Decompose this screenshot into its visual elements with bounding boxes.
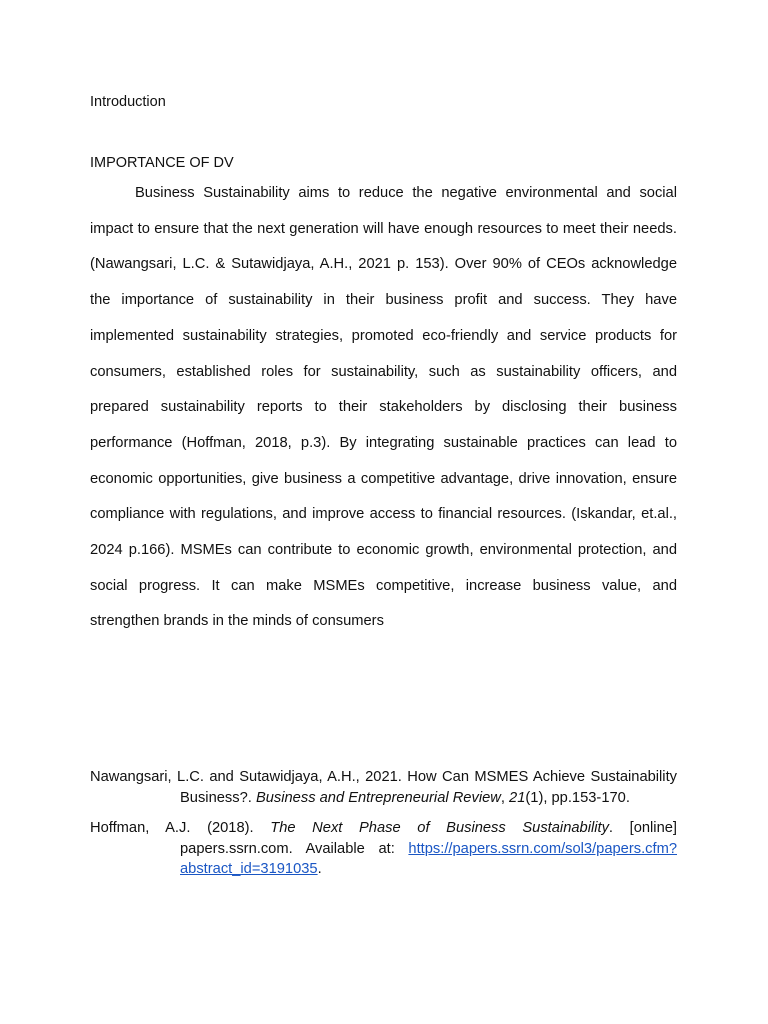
- reference-volume: 21: [509, 789, 526, 806]
- reference-end: .: [317, 861, 322, 877]
- document-page: [90, 0, 677, 1024]
- reference-pages: (1), pp.153-170.: [525, 789, 630, 806]
- reference-list: [90, 767, 677, 890]
- reference-separator: ,: [500, 789, 510, 806]
- body-paragraph: Business Sustainability aims to reduce the negative environmental and social impact to ensure that the next generation will have enough resources to meet their needs. (Nawangsari, L.C. & Sutawidjaya, A.H., 2021 p. 153). Over 90% of CEOs acknowledge the importance of sustainability in their business profit and success. They have implemented sustainability strategies, promoted eco-friendly and service products for consumers, established roles for sustainability, such as sustainability officers, and prepared sustainability reports to their stakeholders by disclosing their business performance (Hoffman, 2018, p.3). By integrating sustainable practices can lead to economic opportunities, give business a competitive advantage, drive innovation, ensure compliance with regulations, and improve access to financial resources. (Iskandar, et.al., 2024 p.166). MSMEs can contribute to economic growth, environmental protection, and social progress. It can make MSMEs competitive, increase business value, and strengthen brands in the minds of consumers: [90, 185, 677, 630]
- reference-link[interactable]: https://papers.ssrn.com/sol3/papers.cfm?abstract_id=3191035: [180, 840, 677, 877]
- reference-item: [90, 818, 677, 880]
- intro-heading: Introduction: [90, 94, 166, 110]
- reference-source: . [online] papers.ssrn.com. Available at:: [180, 820, 677, 857]
- reference-item: [90, 767, 677, 808]
- reference-text: Hoffman, A.J. (2018).: [90, 820, 271, 836]
- reference-journal: Business and Entrepreneurial Review: [255, 789, 501, 806]
- reference-title: The Next Phase of Business Sustainability: [270, 820, 609, 836]
- section-heading: IMPORTANCE OF DV: [90, 155, 234, 171]
- reference-text: Nawangsari, L.C. and Sutawidjaya, A.H., 2021. How Can MSMES Achieve Sustainability Business?.: [90, 769, 677, 806]
